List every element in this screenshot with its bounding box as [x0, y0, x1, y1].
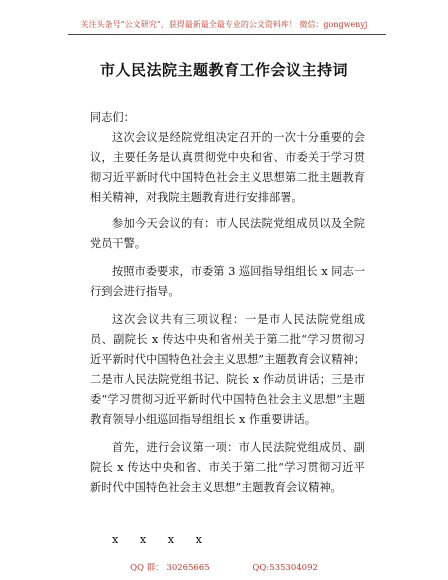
footer-qq-group: QQ 群： 30265665 — [130, 563, 210, 573]
salutation: 同志们： — [90, 111, 135, 124]
footer-contact — [0, 561, 448, 573]
footer-qq-number: QQ:535304092 — [252, 563, 318, 573]
paragraph-meeting-purpose: 这次会议是经院党组决定召开的一次十分重要的会议，主要任务是认真贯彻党中央和省、市委关于学习贯彻习近平新时代中国特色社会主义思想第二批主题教育相关精神，对我院主题教育进行安排部署。 — [90, 131, 365, 204]
document-title: 市人民法院主题教育工作会议主持词 — [99, 61, 348, 79]
header-divider — [68, 34, 386, 35]
paragraph-attendees: 参加今天会议的有：市人民法院党组成员以及全院党员干警。 — [90, 217, 365, 250]
paragraph-first-item: 首先，进行会议第一项：市人民法院党组成员、副院长 x 传达中央和省、市关于第二批“学习贯彻习近平新时代中国特色社会主义思想”主题教育会议精神。 — [90, 441, 365, 494]
paragraph-guidance-group: 按照市委要求，市委第 3 巡回指导组组长 x 同志一行到会进行指导。 — [90, 265, 365, 298]
placeholder-marks: x x x x — [112, 533, 211, 546]
header-note: 关注头条号“公文研究”，获得最新最全最专业的公文资料库！ 微信：gongwenyj — [80, 20, 368, 29]
paragraph-agenda: 这次会议共有三项议程：一是市人民法院党组成员、副院长 x 传达中央和省州关于第二批“学习贯彻习近平新时代中国特色社会主义思想”主题教育会议精神；二是市人民法院党组书记、院长 x 作动员讲话；三是市委“学习贯彻习近平新时代中国特色社会主义思想”主题教育领导小组巡回指导组组长 x 作重要讲话。 — [90, 313, 365, 426]
